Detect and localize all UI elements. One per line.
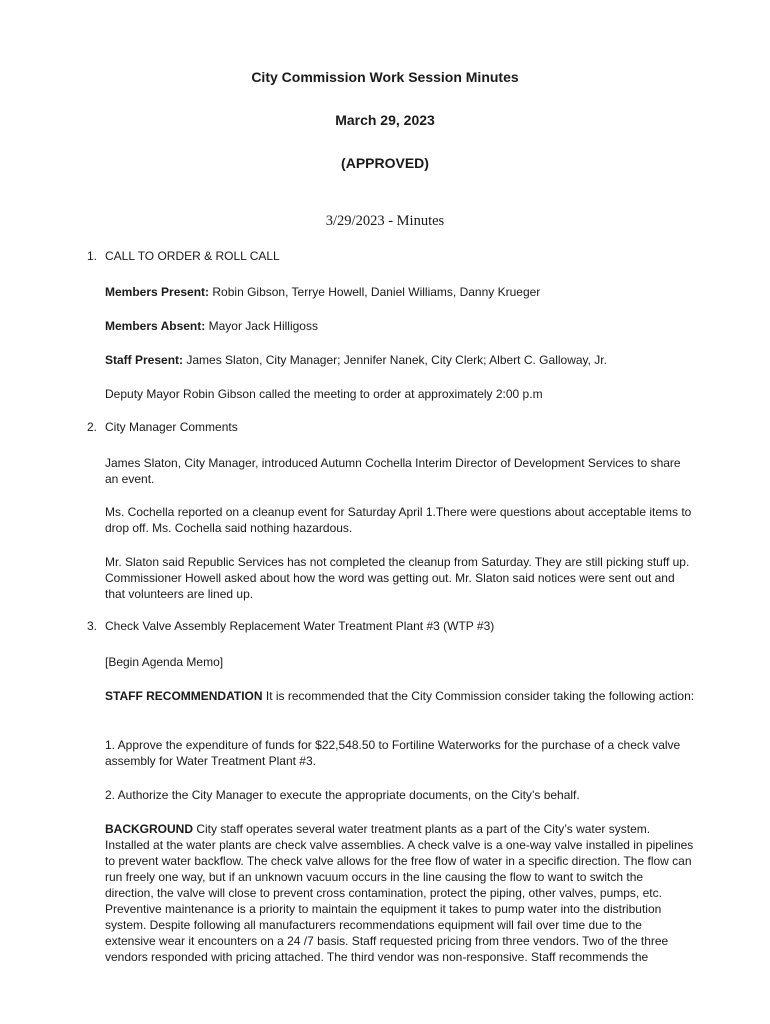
item-number: 3. <box>87 619 98 633</box>
staff-recommendation <box>105 688 695 704</box>
document-title: City Commission Work Session Minutes <box>251 69 519 85</box>
agenda-memo-marker: [Begin Agenda Memo] <box>105 655 224 669</box>
agenda-item-2 <box>87 420 238 434</box>
manager-paragraph-2: Ms. Cochella reported on a cleanup event for Saturday April 1.There were questions about acceptable items to drop off. Ms. Cochella said nothing hazardous. <box>105 505 692 535</box>
document-date: March 29, 2023 <box>335 112 435 128</box>
background-text: City staff operates several water treatment plants as a part of the City’s water system. Installed at the water plants are check valve assemblies. A check valve is a one-way valve installed in pipelines to prevent water backflow. The check valve allows for the free flow of water in a specific direction. The flow can run freely one way, but if an unknown vacuum occurs in the line causing the flow to want to switch the direction, the valve will close to prevent cross contamination, protect the piping, other valves, pumps, etc. Preventive maintenance is a priority to maintain the equipment it takes to pump water into the distribution system. Despite following all manufacturers recommendations equipment will fail over time due to the extensive wear it encounters on a 24 /7 basis. Staff requested pricing from three vendors. Two of the three vendors responded with pricing attached. The third vendor was non-responsive. Staff recommends the <box>105 822 694 964</box>
background-label: BACKGROUND <box>105 822 193 836</box>
action-item-1: 1. Approve the expenditure of funds for $22,548.50 to Fortiline Waterworks for the purchase of a check valve assembly for Water Treatment Plant #3. <box>105 738 681 768</box>
manager-paragraph-1: James Slaton, City Manager, introduced Autumn Cochella Interim Director of Development Services to share an event. <box>105 456 681 486</box>
members-absent-value: Mayor Jack Hilligoss <box>208 319 318 333</box>
item-title: City Manager Comments <box>105 420 238 434</box>
approval-status: (APPROVED) <box>341 155 429 171</box>
staff-present <box>105 352 695 368</box>
call-to-order-text: Deputy Mayor Robin Gibson called the meeting to order at approximately 2:00 p.m <box>105 387 543 401</box>
members-present-value: Robin Gibson, Terrye Howell, Daniel Williams, Danny Krueger <box>212 285 541 299</box>
members-present <box>105 284 695 300</box>
item-number: 1. <box>87 249 98 263</box>
agenda-item-3 <box>87 619 494 633</box>
item-number: 2. <box>87 420 98 434</box>
action-item-2: 2. Authorize the City Manager to execute the appropriate documents, on the City’s behalf. <box>105 788 580 802</box>
item-title: CALL TO ORDER & ROLL CALL <box>105 249 280 263</box>
item-title: Check Valve Assembly Replacement Water Treatment Plant #3 (WTP #3) <box>105 619 495 633</box>
minutes-subtitle: 3/29/2023 - Minutes <box>325 213 445 229</box>
staff-present-label: Staff Present: <box>105 353 184 367</box>
manager-paragraph-3: Mr. Slaton said Republic Services has not completed the cleanup from Saturday. They are still picking stuff up. Commissioner Howell asked about how the word was getting out. Mr. Slaton said notices were sent out and that volunteers are lined up. <box>105 555 690 601</box>
agenda-item-1 <box>87 249 280 263</box>
staff-present-value: James Slaton, City Manager; Jennifer Nanek, City Clerk; Albert C. Galloway, Jr. <box>186 353 607 367</box>
staff-recommendation-text: It is recommended that the City Commission consider taking the following action: <box>262 689 695 703</box>
background-section <box>105 821 695 965</box>
members-absent <box>105 318 695 334</box>
members-present-label: Members Present: <box>105 285 210 299</box>
members-absent-label: Members Absent: <box>105 319 206 333</box>
staff-recommendation-label: STAFF RECOMMENDATION <box>105 689 263 703</box>
